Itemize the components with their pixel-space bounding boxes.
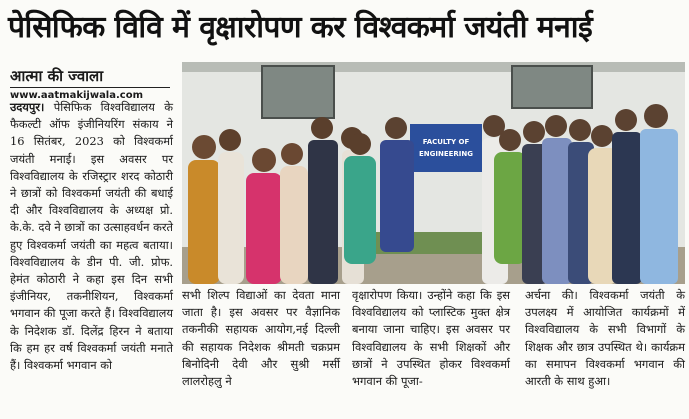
publication-masthead [10, 66, 170, 101]
news-photo [182, 62, 685, 284]
headline: पेसिफिक विवि में वृक्षारोपण कर विश्वकर्मा जयंती मनाई [8, 10, 593, 45]
group-photo-illustration [182, 62, 685, 284]
article-column-4: अर्चना की। विश्वकर्मा जयंती के उपलक्ष्य में आयोजित कार्यक्रमों में विश्वविद्यालय के सभी विभागों के शिक्षक और छात्र उपस्थित थे। कार्यक्रम का समापन विश्वकर्मा भगवान की आरती के साथ हुआ। [525, 288, 685, 389]
article-column-1 [10, 99, 173, 374]
article-column-2: सभी शिल्प विद्याओं का देवता माना जाता है। इस अवसर पर वैज्ञानिक तकनीकी सहायक आयोग,नई दिल्ली की सहायक निदेशक श्रीमती चक्रप्रम बिनोदिनी देवी और सुश्री मर्सी लालरोहलु ने [182, 288, 340, 389]
dateline: उदयपुर। [10, 100, 45, 114]
window-right [512, 66, 592, 108]
publication-url: www.aatmakijwala.com [10, 90, 144, 101]
svg-text:FACULTY OF: FACULTY OF [422, 138, 470, 146]
publication-name: आत्मा की ज्वाला [10, 66, 170, 88]
svg-text:ENGINEERING: ENGINEERING [418, 150, 474, 158]
article-text-1: पेसिफिक विश्वविद्यालय के फैकल्टी ऑफ इंजीनियरिंग संकाय ने 16 सितंबर, 2023 को विश्वकर्मा जयंती मनाई। इस अवसर पर विश्वविद्यालय के रजिस्ट्रार शरद कोठारी ने छात्रों को विश्वकर्मा जयंती की बधाई दी और विश्वविद्यालय के अध्यक्ष प्रो. के.के. दवे ने छात्रों का उत्साहवर्धन करते हुए विश्वकर्मा जयंती का महत्व बताया। विश्वविद्यालय के डीन पी. जी. प्रोफ. हेमंत कोठारी ने कहा इस दिन सभी इंजीनियर, तकनीशियन, विश्वकर्मा भगवान की पूजा करते हैं। विश्वविद्यालय के निदेशक डॉ. दिलेंद्र हिरन ने बताया कि हम हर वर्ष विश्वकर्मा जयंती मनाते हैं। विश्वकर्मा भगवान को [10, 100, 173, 373]
window-left [262, 66, 334, 118]
article-column-3: वृक्षारोपण किया। उन्होंने कहा कि इस विश्वविद्यालय को प्लास्टिक मुक्त क्षेत्र बनाया जाना चाहिए। इस अवसर पर विश्वविद्यालय के सभी शिक्षकों और छात्रों ने उपस्थित होकर विश्वकर्मा भगवान की पूजा- [352, 288, 510, 389]
faculty-banner [410, 124, 482, 172]
